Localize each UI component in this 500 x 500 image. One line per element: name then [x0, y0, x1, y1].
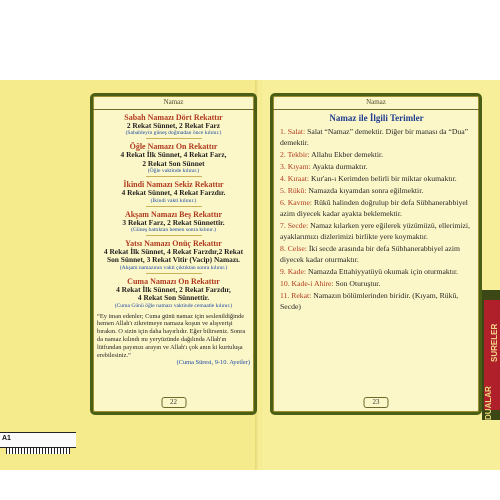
- term-item: [280, 220, 473, 242]
- prayer-title: Öğle Namazı On Rekattır: [129, 142, 218, 152]
- term-label: Salat:: [287, 127, 306, 136]
- prayer-note: (Güneş battıktan hemen sonra kılınır.): [131, 227, 216, 234]
- term-number: 6.: [280, 198, 286, 207]
- term-definition: Kur'an-ı Kerimden belirli bir miktar okumaktır.: [310, 174, 457, 183]
- term-key: [280, 291, 311, 300]
- prayer-note: (Cuma Günü öğle namazı vaktinde cemaatle kılınır.): [114, 302, 233, 309]
- cover-strip: [0, 432, 76, 448]
- section-divider: [146, 176, 202, 177]
- term-item: [280, 278, 473, 289]
- prayer-section: [97, 142, 250, 177]
- term-definition: Namazda kıyamdan sonra eğilmektir.: [308, 186, 424, 195]
- section-divider: [146, 273, 202, 274]
- prayer-title: Cuma Namazı On Rekattır: [127, 276, 220, 286]
- quote-reference: (Cuma Süresi, 9-10. Ayetler): [176, 359, 250, 367]
- term-definition: Ayakta durmaktır.: [312, 162, 368, 171]
- term-key: [280, 221, 308, 230]
- term-item: [280, 266, 473, 277]
- term-key: [280, 279, 334, 288]
- term-number: 1.: [280, 127, 286, 136]
- terms-list: [280, 113, 473, 313]
- rakat-line: 2 Rekat Sünnet, 2 Rekat Farz: [126, 121, 221, 130]
- right-page-frame: [270, 93, 482, 415]
- term-number: 9.: [280, 267, 286, 276]
- term-label: Kıraat:: [287, 174, 310, 183]
- term-label: Kıyam:: [287, 162, 311, 171]
- prayer-title: Akşam Namazı Beş Rekattır: [124, 209, 223, 219]
- prayer-title: Sabah Namazı Dört Rekattır: [124, 113, 223, 122]
- term-label: Kade:: [287, 267, 307, 276]
- term-definition: Namazda Ettahiyyatüyü okumak için oturmaktır.: [307, 267, 459, 276]
- prayer-section: [97, 113, 250, 139]
- term-label: Tekbir:: [287, 150, 310, 159]
- term-number: 3.: [280, 162, 286, 171]
- term-label: Secde:: [287, 221, 309, 230]
- term-number: 2.: [280, 150, 286, 159]
- term-number: 11.: [280, 291, 290, 300]
- rakat-line: 4 Rekat İlk Sünnet, 4 Rekat Farz,: [120, 150, 227, 160]
- section-divider: [146, 235, 202, 236]
- prayer-title: Yatsı Namazı Onüç Rekattır: [125, 239, 222, 249]
- prayer-note: (Öğle vaktinde kılınır.): [147, 168, 200, 175]
- cuma-quote: “Ey iman edenler; Cuma günü namaz için seslenildiğinde hemen Allah'ı zikretmeye namaza koşun ve alışverişi bırakın. O sizin için daha hayırlıdır. Eğer bilirseniz. Sonra da namaz kılındı mı yeryüzünde dağılında Allah'ın lütfundan payınızı arayın ve Allah'ı çok anın ki kurtuluşa erebilesiniz.” (Cuma Süresi, 9-10. Ayetler): [97, 312, 250, 367]
- term-number: 5.: [280, 186, 286, 195]
- prayer-section: [97, 277, 250, 310]
- term-label: Rükû:: [287, 186, 307, 195]
- term-number: 10.: [280, 279, 290, 288]
- term-number: 4.: [280, 174, 286, 183]
- term-number: 7.: [280, 221, 286, 230]
- page-number-right: 23: [364, 397, 389, 408]
- term-label: Kade-i Ahire:: [291, 279, 334, 288]
- left-page-frame: [90, 93, 257, 415]
- term-key: [280, 244, 307, 253]
- prayer-section: [97, 239, 250, 274]
- term-definition: Namazın bölümlerinden biridir. (Kıyam, Rükû, Secde): [280, 291, 459, 311]
- term-definition: Allahu Ekber demektir.: [311, 150, 384, 159]
- term-number: 8.: [280, 244, 286, 253]
- tab-sureler: SURELER: [490, 323, 499, 362]
- term-definition: İki secde arasında bir defa Sübhanerabbiyel azim diyecek kadar oturmaktır.: [280, 244, 460, 264]
- term-key: [280, 127, 305, 136]
- term-key: [280, 150, 310, 159]
- section-divider: [146, 206, 202, 207]
- term-key: [280, 186, 306, 195]
- prayer-rakat-list: [97, 113, 250, 367]
- prayer-title: İkindi Namazı Sekiz Rekattır: [123, 180, 224, 190]
- cover-strip-text: A1: [2, 435, 11, 442]
- left-page-header: Namaz: [93, 96, 254, 110]
- term-definition: Salat “Namaz” demektir. Diğer bir manası da “Dua” demektir.: [280, 127, 469, 147]
- term-item: [280, 185, 473, 196]
- term-label: Celse:: [287, 244, 307, 253]
- right-page-header: Namaz: [273, 96, 479, 110]
- prayer-note: (Akşam namazının vakti çıktıktan sonra kılınır.): [119, 264, 228, 271]
- barcode-icon: [6, 448, 70, 454]
- prayer-section: [97, 180, 250, 206]
- term-key: [280, 198, 312, 207]
- term-definition: Rükû halinden doğrulup bir defa Sübhanerabbiyel azim diyecek kadar ayakta beklemektir.: [280, 198, 468, 218]
- term-item: [280, 149, 473, 160]
- term-item: [280, 197, 473, 219]
- terms-title: Namaz ile İlgili Terimler: [329, 113, 424, 123]
- prayer-section: [97, 210, 250, 236]
- term-definition: Son Oturuştur.: [335, 279, 381, 288]
- term-item: [280, 243, 473, 265]
- rakat-line: 4 Rekat İlk Sünnet, 2 Rekat Farzdır,: [116, 284, 231, 294]
- rakat-line: 3 Rekat Farz, 2 Rekat Sünnettir.: [122, 217, 225, 227]
- prayer-note: (İkindi vakti kılınır.): [150, 197, 197, 204]
- prayer-note: (Sabahleyin güneş doğmadan önce kılınır.): [125, 130, 222, 137]
- term-item: [280, 161, 473, 172]
- term-key: [280, 162, 311, 171]
- term-label: Rekat:: [291, 291, 312, 300]
- term-item: [280, 126, 473, 148]
- section-divider: [146, 138, 202, 139]
- rakat-line: 4 Rekat İlk Sünnet, 4 Rekat Farzdır,2 Rekat: [103, 247, 244, 257]
- term-definition: Namaz kılarken yere eğilerek yüzümüzü, ellerimizi, ayaklarımızı dizlerimizi birlikte yere koymaktır.: [280, 221, 470, 241]
- tab-dualar: DUALAR: [484, 386, 493, 420]
- rakat-line: 4 Rekat Son Sünnettir.: [137, 293, 210, 303]
- rakat-line: 4 Rekat Sünnet, 4 Rekat Farzdır.: [121, 188, 226, 198]
- term-key: [280, 267, 306, 276]
- term-key: [280, 174, 309, 183]
- rakat-line: Son Sünnet, 3 Rekat Vitir (Vacip) Namazı.: [106, 255, 241, 265]
- term-label: Kavme:: [287, 198, 313, 207]
- rakat-line: 2 Rekat Son Sünnet: [142, 158, 205, 168]
- term-item: [280, 290, 473, 312]
- page-number-left: 22: [161, 397, 186, 408]
- term-item: [280, 173, 473, 184]
